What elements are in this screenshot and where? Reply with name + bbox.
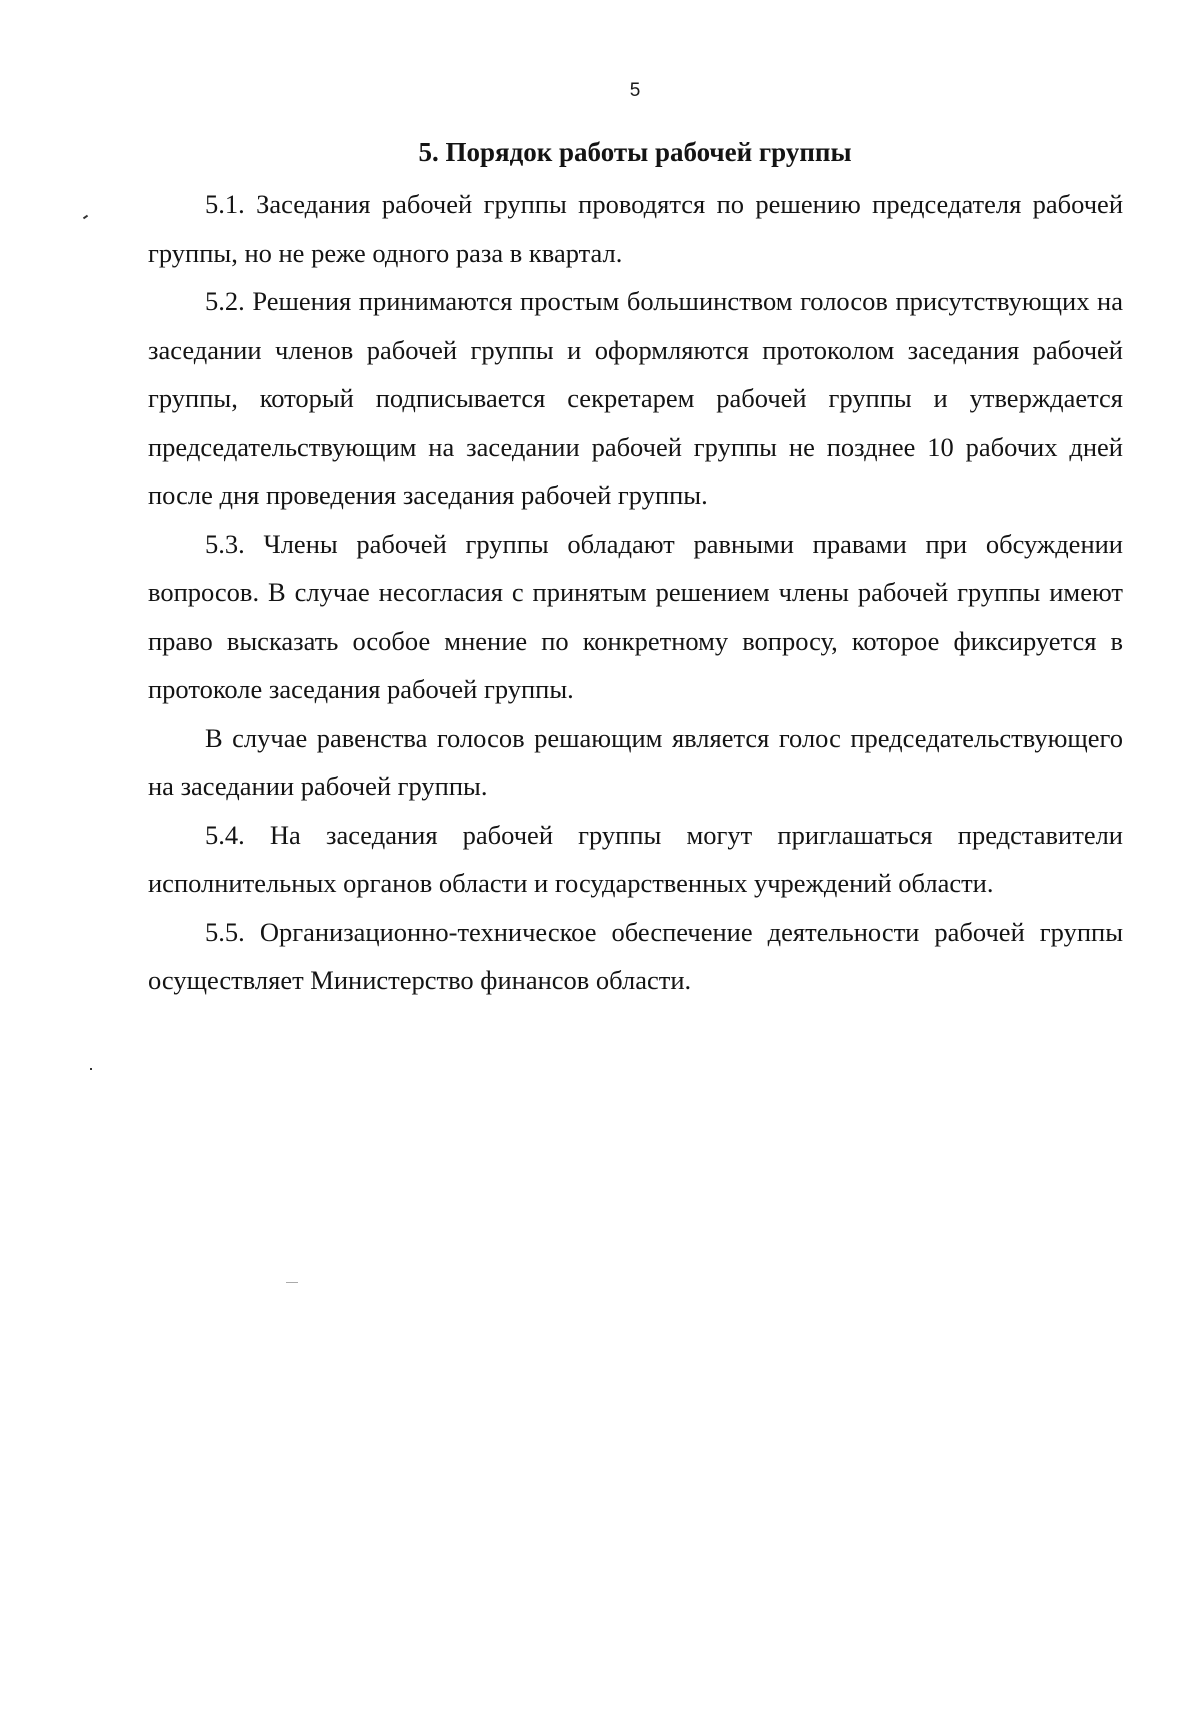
paragraph-5-2: 5.2. Решения принимаются простым большинством голосов присутствующих на заседании членов рабочей группы и оформляются протоколом заседания рабочей группы, который подписывается секретарем рабочей группы и утверждается председательствующим на заседании рабочей группы не позднее 10 рабочих дней после дня проведения заседания рабочей группы. [148,286,1123,510]
page-number: 5 [629,80,641,101]
section-heading: 5. Порядок работы рабочей группы [418,137,852,167]
scan-speck [90,1068,92,1070]
paragraph-5-4: 5.4. На заседания рабочей группы могут приглашаться представители исполнительных органов области и государственных учреждений области. [148,819,1123,898]
paragraph-tie-vote: В случае равенства голосов решающим является голос председательствующего на заседании рабочей группы. [148,722,1123,801]
scan-speck [83,215,88,220]
scan-speck [286,1282,298,1283]
document-body [148,180,1123,1005]
paragraph-5-1: 5.1. Заседания рабочей группы проводятся по решению председателя рабочей группы, но не реже одного раза в квартал. [148,189,1123,268]
paragraph-5-3: 5.3. Члены рабочей группы обладают равными правами при обсуждении вопросов. В случае несогласия с принятым решением члены рабочей группы имеют право высказать особое мнение по конкретному вопросу, которое фиксируется в протоколе заседания рабочей группы. [148,528,1123,704]
paragraph-5-5: 5.5. Организационно-техническое обеспечение деятельности рабочей группы осуществляет Министерство финансов области. [148,916,1123,995]
